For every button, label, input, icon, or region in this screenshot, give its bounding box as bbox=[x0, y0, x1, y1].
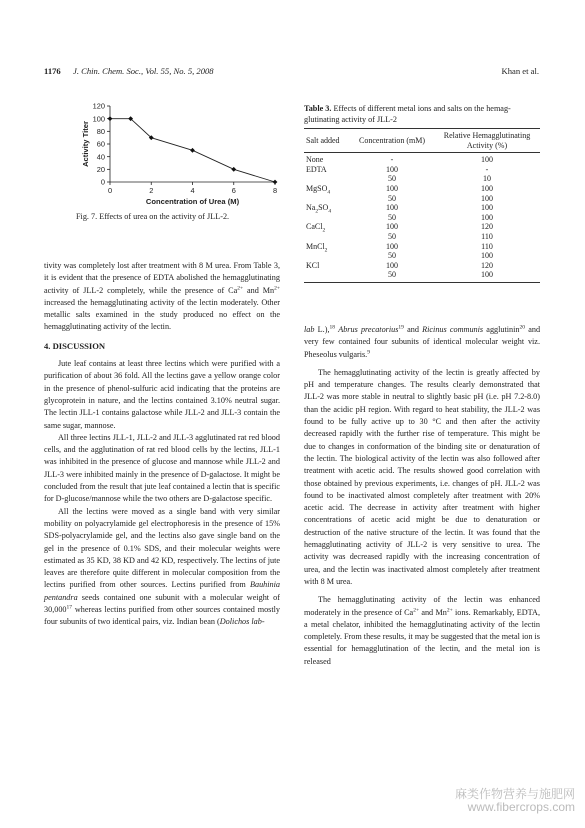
paragraph: The hemagglutinating activity of the lectin is greatly affected by pH and temperature changes. The results clearly demonstrated that JLL-2 was more stable in neutral to slightly basic pH (i.e. pH 7.2-8.0) than the acidic pH region. With regard to heat stability, the JLL-2 was found to be fully active up to 30 °C and then after the activity decreased rapidly with the further rise of temperature. This might be due to changes in conformation of the binding site or denaturation of the lectin. The biological activity of the lectin was also followed after treatment with acetic acid. The results showed good correlation with those obtained by previous experiments, i.e. changes of pH. JLL-2 was found to be inactivated almost completely after treatment with 20% acetic acid. The decrease in activity after treatment with higher concentrations of acetic acid might be due to denaturation or destruction of the native structure of the lectin. It was found that the hemagglutinating activity of JLL-2 is very sensitive to urea. The activity was decreased rapidly with the increasing concentration of urea, and the lectin was inactivated almost completely after treatment with 8 M urea. bbox=[304, 367, 540, 586]
table-cell: 10 bbox=[483, 174, 491, 184]
right-text-column bbox=[304, 324, 540, 668]
table-cell: 100 bbox=[386, 164, 398, 174]
urea-activity-chart bbox=[66, 96, 296, 212]
table-cell: 100 bbox=[481, 183, 493, 193]
x-tick-label: 8 bbox=[272, 186, 278, 195]
table-cell: 50 bbox=[388, 231, 396, 241]
y-tick-label: 80 bbox=[96, 126, 105, 136]
data-point bbox=[108, 116, 113, 121]
table-caption bbox=[304, 103, 540, 125]
metal-ion-table bbox=[304, 128, 540, 283]
data-point bbox=[273, 180, 278, 185]
table-header-cell: Relative Hemagglutinating Activity (%) bbox=[434, 129, 540, 153]
table-caption-text: Effects of different metal ions and salts on the hemag-glutinating activity of JLL-2 bbox=[304, 104, 511, 124]
table-cell: 120 bbox=[481, 260, 493, 270]
table-row bbox=[304, 165, 540, 175]
table-cell: 100 bbox=[481, 212, 493, 222]
table-cell bbox=[304, 270, 350, 282]
table-row bbox=[304, 270, 540, 282]
table-header-cell: Concentration (mM) bbox=[350, 129, 434, 153]
table-cell: EDTA bbox=[306, 164, 327, 174]
watermark-line: 麻类作物营养与施肥网 bbox=[454, 787, 575, 801]
x-tick-label: 2 bbox=[149, 186, 154, 195]
paragraph: All three lectins JLL-1, JLL-2 and JLL-3 agglutinated rat red blood cells, and the agglutination of rat red blood cells by the lectins, JLL-1 was inhibited in the presence of glucose and mannose while JLL-2 and JLL-3 were inhibited mainly in the presence of D-galactose. It might be concluded from the result that jute leaf contained a lectin that is specific for D-glucose/mannose while the two others are D-galactose specific. bbox=[44, 432, 280, 504]
y-tick-label: 0 bbox=[100, 177, 105, 187]
table-row bbox=[304, 242, 540, 252]
table-cell: 100 bbox=[481, 203, 493, 213]
y-tick-label: 20 bbox=[96, 164, 105, 174]
paragraph: tivity was completely lost after treatment with 8 M urea. From Table 3, it is evident that the presence of EDTA abolished the hemagglutinating activity of JLL-2 completely, while the presence of $Ca^{2+}$ and $Mn^{2+}$ increased the hemagglutinating activity of the lectin moderately. Other metallic salts examined in the study produced no effect on the hemagglutinating activity of the lectin. bbox=[44, 261, 280, 332]
table-row bbox=[304, 251, 540, 261]
table-cell: 100 bbox=[386, 222, 398, 232]
table-cell: MnCl$_2$ bbox=[306, 241, 328, 254]
data-point bbox=[190, 148, 195, 153]
table-cell: MgSO$_4$ bbox=[306, 183, 331, 196]
paragraph: All the lectins were moved as a single band with very similar mobility on polyacrylamide gel electrophoresis in the presence of 15% SDS-polyacrylamide gel, and the lectins also gave single band on the gel in the presence of 0.1% SDS, and their molecular weights were estimated as 35 KD, 38 KD and 42 KD, respectively. The lectins of jute leaves are therefore quite different in molecular composition from the lectins purified from other sources. Lectins purified from Bauhinia pentandra seeds contained one subunit with a molecular weight of 30,000$^{17}$ whereas lectins purified from other sources contained mostly four subunits of two identical pairs, viz. Indian bean (Dolichos lab- bbox=[44, 506, 280, 627]
table-row bbox=[304, 184, 540, 194]
table-row bbox=[304, 153, 540, 165]
table-cell: 50 bbox=[388, 212, 396, 222]
table-header-row bbox=[304, 129, 540, 153]
running-header bbox=[0, 66, 585, 80]
table-cell: 100 bbox=[481, 270, 493, 280]
running-authors: Khan et al. bbox=[501, 66, 539, 76]
table-row bbox=[304, 261, 540, 271]
page-number: 1176 bbox=[44, 66, 61, 76]
table-cell: 110 bbox=[481, 241, 493, 251]
left-text-column bbox=[44, 260, 280, 629]
table-cell: 50 bbox=[388, 174, 396, 184]
figure-caption: Fig. 7. Effects of urea on the activity of JLL-2. bbox=[76, 212, 230, 221]
table-cell: 100 bbox=[386, 203, 398, 213]
table-cell: 50 bbox=[388, 193, 396, 203]
paragraph: The hemagglutinating activity of the lectin was enhanced moderately in the presence of $Ca^{2+}$ and $Mn^{2+}$ ions. Remarkably, EDTA, a metal chelator, inhibited the hemagglutinating activity of the lectin completely. From these results, it may be suggested that the metal ion is essential for hemagglutination of the lectin, and the metal ion is released bbox=[304, 595, 540, 666]
table-cell bbox=[304, 213, 350, 223]
table-caption-label: Table 3. bbox=[304, 104, 332, 113]
table-cell: 120 bbox=[481, 222, 493, 232]
table-cell: 110 bbox=[481, 231, 493, 241]
data-point bbox=[231, 167, 236, 172]
paragraph: Jute leaf contains at least three lectins which were purified with a purification of about 36 fold. All the lectins gave a yellow orange color in the presence of phenol-sulfuric acid indicating that the proteins are glycoprotein in nature, and the lectins contained 3.10% neutral sugar. The lectin JLL-1 contains galactose while JLL-2 and JLL-3 contain the same sugar, mannose. bbox=[44, 359, 280, 430]
table-cell bbox=[304, 232, 350, 242]
table-cell: KCl bbox=[306, 260, 320, 270]
table-cell: 100 bbox=[386, 183, 398, 193]
table-cell: None bbox=[306, 155, 324, 165]
y-tick-label: 60 bbox=[96, 139, 105, 149]
paragraph: lab L.),$^{18}$ Abrus precatorius$^{19}$ and Ricinus communis agglutinin$^{20}$ and very few contained four subunits of identical molecular weight viz. Pheseolus vulgaris.$^9$ bbox=[304, 324, 541, 359]
section-heading: 4. DISCUSSION bbox=[44, 340, 106, 351]
table-header-cell: Salt added bbox=[304, 129, 350, 153]
table-cell: 50 bbox=[388, 251, 396, 261]
journal-citation: J. Chin. Chem. Soc., Vol. 55, No. 5, 2008 bbox=[73, 66, 214, 76]
table-cell: 50 bbox=[388, 270, 396, 280]
table-row bbox=[304, 203, 540, 213]
table-cell: - bbox=[390, 155, 394, 165]
table-cell: CaCl$_2$ bbox=[306, 222, 326, 234]
table-row bbox=[304, 174, 540, 184]
table-cell: 100 bbox=[386, 260, 398, 270]
table-row bbox=[304, 232, 540, 242]
watermark-line: www.fibercrops.com bbox=[467, 800, 575, 814]
table-cell: 100 bbox=[386, 241, 398, 251]
table-cell: - bbox=[485, 164, 489, 174]
x-tick-label: 0 bbox=[107, 186, 113, 195]
table-row bbox=[304, 213, 540, 223]
table-cell: $Na_2SO_4$ bbox=[306, 203, 332, 215]
y-tick-label: 120 bbox=[92, 101, 105, 111]
table-cell: 100 bbox=[481, 155, 493, 165]
y-tick-label: 40 bbox=[96, 152, 105, 162]
table-cell: 100 bbox=[481, 251, 493, 261]
x-tick-label: 6 bbox=[231, 186, 236, 195]
watermark bbox=[455, 788, 575, 814]
y-tick-label: 100 bbox=[92, 114, 105, 124]
table-cell bbox=[304, 174, 350, 184]
x-axis-label: Concentration of Urea (M) bbox=[145, 197, 240, 206]
x-tick-label: 4 bbox=[190, 186, 195, 195]
table-row bbox=[304, 222, 540, 232]
y-axis-label: Activity Titer bbox=[81, 121, 90, 167]
table-cell: 100 bbox=[481, 193, 493, 203]
table-row bbox=[304, 194, 540, 204]
